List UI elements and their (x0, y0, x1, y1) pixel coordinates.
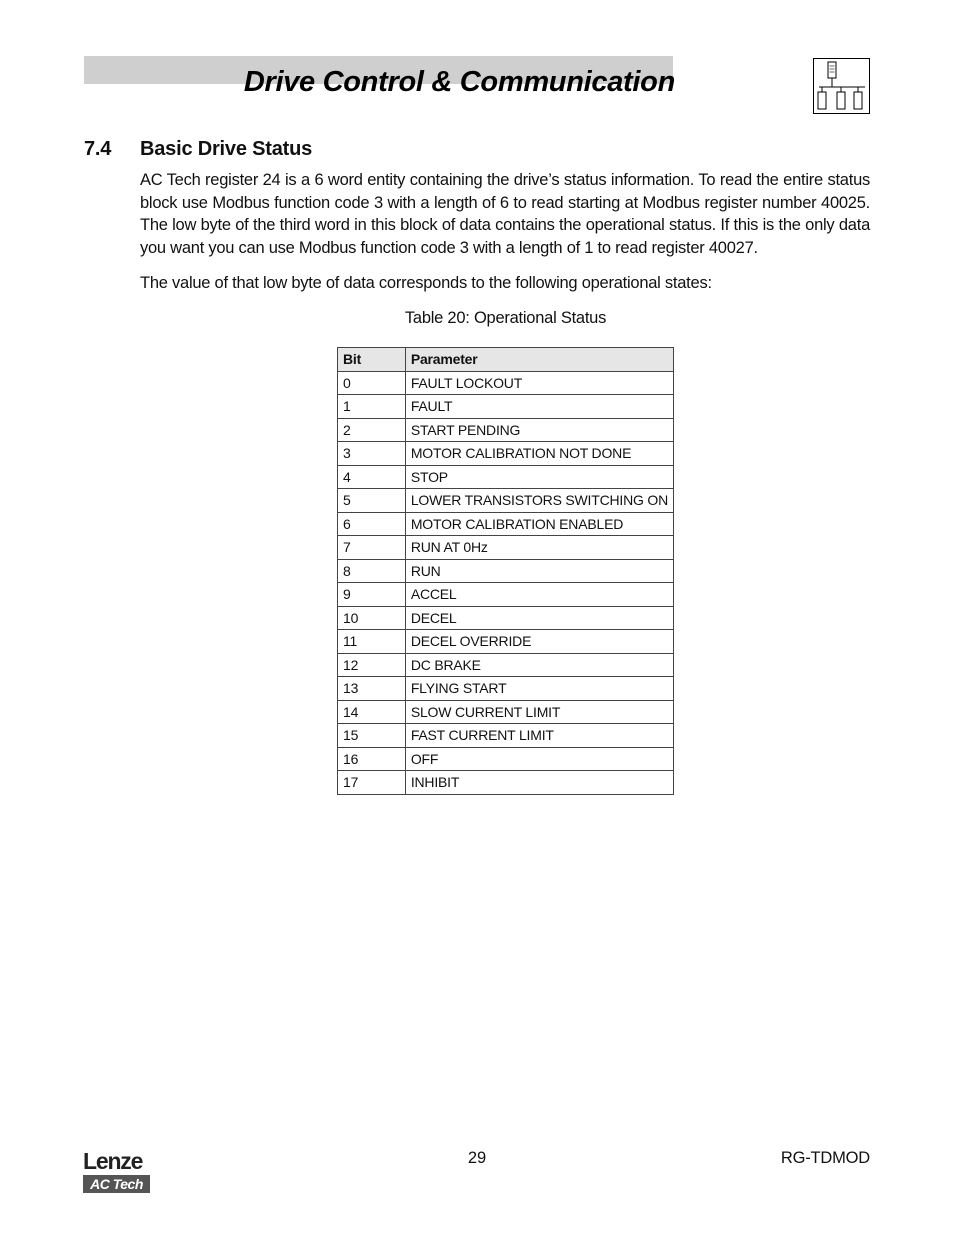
parameter-cell: DECEL OVERRIDE (405, 630, 673, 654)
table-body (338, 371, 674, 794)
table-row (338, 653, 674, 677)
parameter-cell: MOTOR CALIBRATION NOT DONE (405, 442, 673, 466)
table-row (338, 677, 674, 701)
table-row (338, 371, 674, 395)
bit-cell: 9 (338, 583, 406, 607)
parameter-cell: STOP (405, 465, 673, 489)
bit-cell: 16 (338, 747, 406, 771)
table-row (338, 442, 674, 466)
parameter-column-header: Parameter (405, 348, 673, 372)
bit-cell: 7 (338, 536, 406, 560)
bit-cell: 5 (338, 489, 406, 513)
parameter-cell: FLYING START (405, 677, 673, 701)
states-paragraph: The value of that low byte of data corresponds to the following operational states: (140, 274, 712, 292)
logo-lenze-text: Lenze (83, 1148, 143, 1174)
page-number: 29 (467, 1149, 487, 1167)
bit-cell: 10 (338, 606, 406, 630)
parameter-cell: DC BRAKE (405, 653, 673, 677)
intro-paragraph: AC Tech register 24 is a 6 word entity containing the drive’s status information. To read the entire status block use Modbus function code 3 with a length of 6 to read starting at Modbus register number 40025. The low byte of the third word in this block of data contains the operational status. If this is the only data you want you can use Modbus function code 3 with a length of 1 to read register 40027. (140, 171, 870, 257)
table-row (338, 559, 674, 583)
table-row (338, 700, 674, 724)
document-code: RG-TDMOD (780, 1149, 870, 1167)
logo-actech-text: AC Tech (83, 1175, 150, 1193)
network-nodes-icon (813, 58, 870, 114)
parameter-cell: INHIBIT (405, 771, 673, 795)
bit-cell: 13 (338, 677, 406, 701)
lenze-actech-logo (83, 1149, 151, 1194)
bit-cell: 12 (338, 653, 406, 677)
parameter-cell: RUN (405, 559, 673, 583)
parameter-cell: ACCEL (405, 583, 673, 607)
operational-status-table (337, 347, 674, 795)
bit-cell: 0 (338, 371, 406, 395)
table-row (338, 606, 674, 630)
table-row (338, 771, 674, 795)
bit-cell: 2 (338, 418, 406, 442)
bit-cell: 6 (338, 512, 406, 536)
table-row (338, 395, 674, 419)
table-header-row (338, 348, 674, 372)
bit-cell: 11 (338, 630, 406, 654)
section-number: 7.4 (84, 138, 112, 160)
parameter-cell: OFF (405, 747, 673, 771)
table-row (338, 489, 674, 513)
table-row (338, 747, 674, 771)
parameter-cell: DECEL (405, 606, 673, 630)
table-row (338, 512, 674, 536)
table-row (338, 724, 674, 748)
table-row (338, 536, 674, 560)
parameter-cell: FAULT (405, 395, 673, 419)
bit-cell: 3 (338, 442, 406, 466)
table-row (338, 630, 674, 654)
parameter-cell: FAULT LOCKOUT (405, 371, 673, 395)
section-title: Basic Drive Status (140, 138, 313, 160)
bit-cell: 15 (338, 724, 406, 748)
parameter-cell: START PENDING (405, 418, 673, 442)
page-header-title: Drive Control & Communication (243, 66, 675, 98)
table-row (338, 418, 674, 442)
bit-cell: 1 (338, 395, 406, 419)
parameter-cell: LOWER TRANSISTORS SWITCHING ON (405, 489, 673, 513)
table-caption: Table 20: Operational Status (404, 309, 607, 327)
table-row (338, 583, 674, 607)
parameter-cell: FAST CURRENT LIMIT (405, 724, 673, 748)
bit-cell: 8 (338, 559, 406, 583)
table-row (338, 465, 674, 489)
section-heading (84, 138, 312, 161)
bit-column-header: Bit (338, 348, 406, 372)
bit-cell: 17 (338, 771, 406, 795)
parameter-cell: MOTOR CALIBRATION ENABLED (405, 512, 673, 536)
bit-cell: 14 (338, 700, 406, 724)
parameter-cell: SLOW CURRENT LIMIT (405, 700, 673, 724)
bit-cell: 4 (338, 465, 406, 489)
parameter-cell: RUN AT 0Hz (405, 536, 673, 560)
